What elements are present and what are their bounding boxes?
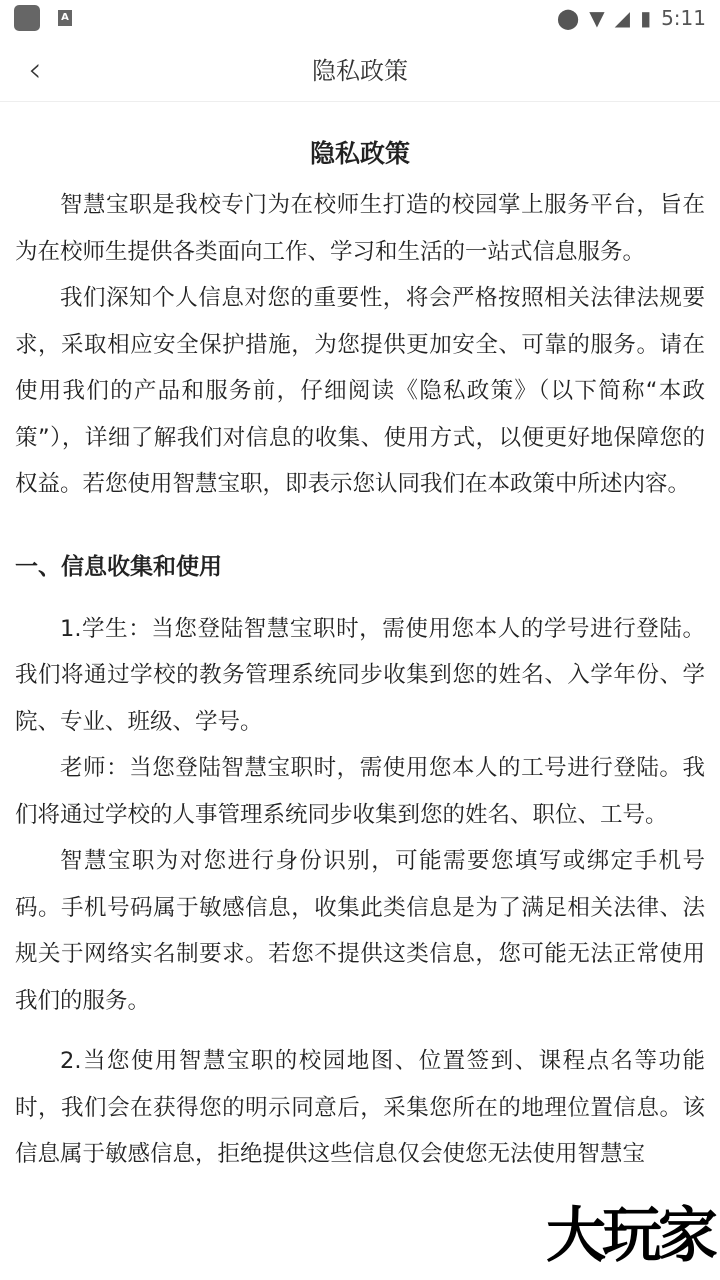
paragraph: 老师：当您登陆智慧宝职时，需使用您本人的工号进行登陆。我们将通过学校的人事管理系统同步收集到您的姓名、职位、工号。 <box>15 755 705 828</box>
back-button[interactable]: ‹ <box>28 50 42 90</box>
paragraph: 智慧宝职为对您进行身份识别，可能需要您填写或绑定手机号码。手机号码属于敏感信息，收集此类信息是为了满足相关法律、法规关于网络实名制要求。若您不提供这类信息，您可能无法正常使用我们的服务。 <box>15 848 705 1014</box>
paragraph: 1.学生：当您登陆智慧宝职时，需使用您本人的学号进行登陆。我们将通过学校的教务管理系统同步收集到您的姓名、入学年份、学院、专业、班级、学号。 <box>15 615 705 735</box>
status-bar <box>0 0 720 36</box>
page-title: 隐私政策 <box>312 57 408 85</box>
signal-icon: ◢ <box>614 6 631 30</box>
navigation-bar <box>0 36 720 102</box>
keyboard-notification-icon: A <box>58 10 72 26</box>
app-notification-icon <box>14 5 40 31</box>
battery-icon: ▮ <box>640 6 652 30</box>
clock: 5:11 <box>661 6 706 30</box>
paragraph: 2.当您使用智慧宝职的校园地图、位置签到、课程点名等功能时，我们会在获得您的明示同意后，采集您所在的地理位置信息。该信息属于敏感信息，拒绝提供这些信息仅会使您无法使用智慧宝 <box>15 1048 705 1167</box>
watermark: 大玩家 <box>546 1201 714 1271</box>
wifi-icon: ▼ <box>589 6 605 30</box>
document-title: 隐私政策 <box>309 139 410 168</box>
paragraph: 我们深知个人信息对您的重要性，将会严格按照相关法律法规要求，采取相应安全保护措施，为您提供更加安全、可靠的服务。请在使用我们的产品和服务前，仔细阅读《隐私政策》（以下简称“本政策”），详细了解我们对信息的收集、使用方式，以便更好地保障您的权益。若您使用智慧宝职，即表示您认同我们在本政策中所述内容。 <box>15 285 705 497</box>
section-heading: 一、信息收集和使用 <box>15 553 222 580</box>
privacy-policy-content[interactable] <box>0 138 720 1178</box>
location-icon: ⬤ <box>556 6 580 30</box>
paragraph: 智慧宝职是我校专门为在校师生打造的校园掌上服务平台，旨在为在校师生提供各类面向工作、学习和生活的一站式信息服务。 <box>15 192 705 265</box>
